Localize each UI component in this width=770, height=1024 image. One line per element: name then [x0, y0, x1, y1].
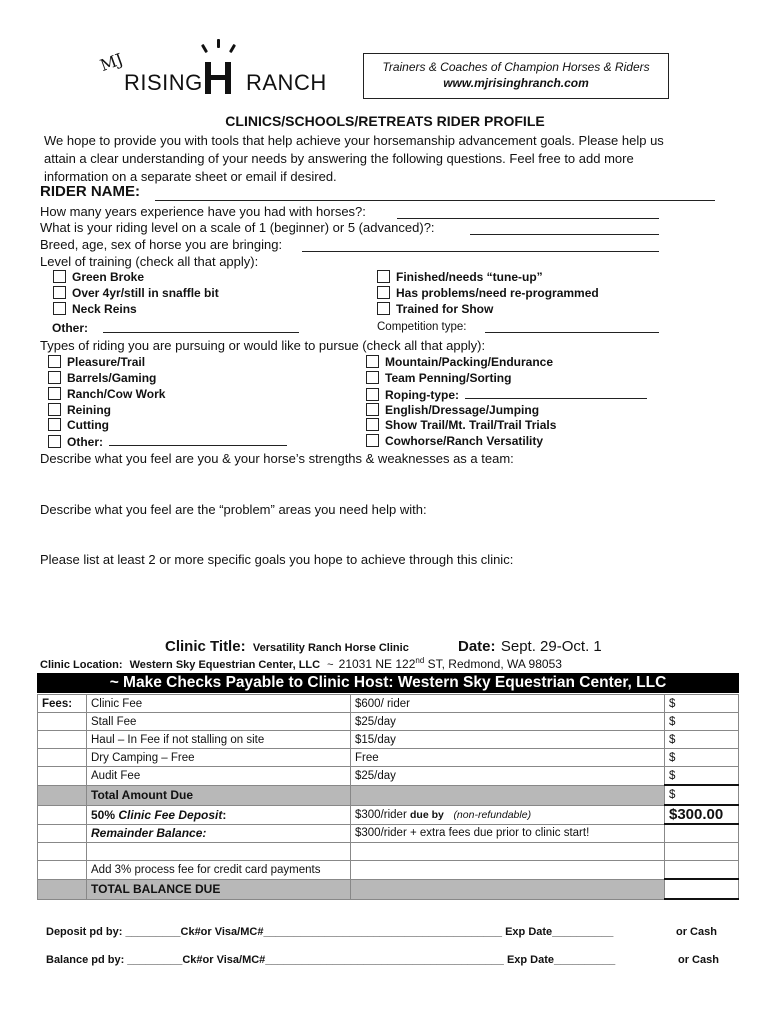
riding-types-question: Types of riding you are pursuing or would like to pursue (check all that apply):: [40, 338, 486, 353]
clinic-location-value: Western Sky Equestrian Center, LLC: [129, 659, 321, 671]
clinic-date-row: [458, 638, 602, 655]
logo-ray-icon: [217, 39, 220, 48]
table-row: [38, 713, 739, 731]
table-row: [38, 695, 739, 713]
fee-item: Stall Fee: [87, 713, 351, 731]
riding-option-barrels[interactable]: Barrels/Gaming: [48, 371, 156, 385]
training-other-field[interactable]: [103, 320, 299, 333]
remainder-label: Remainder Balance:: [87, 824, 351, 843]
fee-amount-field[interactable]: $: [665, 767, 739, 786]
riding-option-mountain[interactable]: Mountain/Packing/Endurance: [366, 355, 553, 369]
competition-field[interactable]: [485, 320, 659, 333]
deposit-price: $300/rider due by (non-refundable): [351, 805, 665, 824]
process-fee-row: [38, 861, 739, 880]
table-row: [38, 843, 739, 861]
checkbox[interactable]: [53, 270, 66, 283]
website-link[interactable]: www.mjrisinghranch.com: [443, 76, 589, 90]
clinic-address: 21031 NE 122nd ST, Redmond, WA 98053: [338, 656, 562, 671]
checkbox[interactable]: [366, 434, 379, 447]
checkbox[interactable]: [366, 388, 379, 401]
years-field[interactable]: [397, 204, 659, 219]
fee-amount-field[interactable]: $: [665, 731, 739, 749]
logo-ray-icon: [229, 44, 236, 53]
total-row: [38, 785, 739, 805]
training-option-finished[interactable]: Finished/needs “tune-up”: [377, 270, 543, 284]
balance-amount-field[interactable]: [665, 879, 739, 899]
checkbox[interactable]: [377, 302, 390, 315]
table-row: [38, 767, 739, 786]
deposit-amount: $300.00: [665, 805, 739, 824]
strengths-question: Describe what you feel are you & your horse’s strengths & weaknesses as a team:: [40, 451, 514, 466]
riding-option-cutting[interactable]: Cutting: [48, 418, 109, 432]
rider-name-label: RIDER NAME:: [40, 183, 140, 200]
horse-question: Breed, age, sex of horse you are bringing:: [40, 237, 283, 252]
remainder-amount-field[interactable]: [665, 824, 739, 843]
balance-paid-line[interactable]: Balance pd by: _________Ck#or Visa/MC#_______________________________________ Exp Date__________: [46, 954, 616, 966]
process-fee-field[interactable]: [665, 861, 739, 880]
riding-option-ranch[interactable]: Ranch/Cow Work: [48, 387, 165, 401]
payable-banner: ~ Make Checks Payable to Clinic Host: Western Sky Equestrian Center, LLC: [37, 673, 739, 693]
riding-option-other[interactable]: Other:: [48, 434, 287, 449]
logo-rising: RISING: [124, 70, 203, 95]
checkbox[interactable]: [366, 355, 379, 368]
checkbox[interactable]: [53, 286, 66, 299]
checkbox[interactable]: [48, 418, 61, 431]
training-question: Level of training (check all that apply):: [40, 254, 259, 269]
riding-option-cowhorse[interactable]: Cowhorse/Ranch Versatility: [366, 434, 543, 448]
level-field[interactable]: [470, 220, 659, 235]
fee-item: Dry Camping – Free: [87, 749, 351, 767]
intro-paragraph: [44, 132, 664, 186]
deposit-row: [38, 805, 739, 824]
checkbox[interactable]: [48, 371, 61, 384]
checkbox[interactable]: [48, 403, 61, 416]
rider-name-field[interactable]: [155, 186, 715, 201]
riding-option-pleasure[interactable]: Pleasure/Trail: [48, 355, 145, 369]
problems-question: Describe what you feel are the “problem” areas you need help with:: [40, 502, 427, 517]
clinic-date-label: Date:: [458, 638, 496, 655]
fee-item: Haul – In Fee if not stalling on site: [87, 731, 351, 749]
riding-option-english[interactable]: English/Dressage/Jumping: [366, 403, 539, 417]
balance-label: TOTAL BALANCE DUE: [87, 879, 351, 899]
checkbox[interactable]: [48, 387, 61, 400]
logo-ray-icon: [201, 44, 208, 53]
riding-other-field[interactable]: [109, 434, 287, 446]
checkbox[interactable]: [366, 418, 379, 431]
clinic-title-label: Clinic Title:: [165, 638, 246, 655]
level-question: What is your riding level on a scale of 1 (beginner) or 5 (advanced)?:: [40, 220, 435, 235]
years-question: How many years experience have you had with horses?:: [40, 204, 366, 219]
clinic-title-value: Versatility Ranch Horse Clinic: [252, 642, 409, 654]
balance-or-cash: or Cash: [678, 954, 719, 966]
fee-price: $600/ rider: [351, 695, 665, 713]
intro-line: attain a clear understanding of your needs by answering the following questions. Feel free to add more: [44, 151, 634, 166]
tagline: Trainers & Coaches of Champion Horses & Riders: [382, 60, 650, 74]
deposit-paid-line[interactable]: Deposit pd by: _________Ck#or Visa/MC#_______________________________________ Exp Date__________: [46, 926, 614, 938]
logo-ranch: RANCH: [246, 70, 327, 95]
training-option-neck-reins[interactable]: Neck Reins: [53, 302, 137, 316]
training-other-label: Other:: [52, 321, 88, 335]
riding-option-penning[interactable]: Team Penning/Sorting: [366, 371, 511, 385]
checkbox[interactable]: [377, 270, 390, 283]
checkbox[interactable]: [53, 302, 66, 315]
goals-question: Please list at least 2 or more specific goals you hope to achieve through this clinic:: [40, 552, 514, 567]
amount-field[interactable]: [665, 843, 739, 861]
page-title: CLINICS/SCHOOLS/RETREATS RIDER PROFILE: [225, 113, 545, 129]
clinic-title-row: [165, 638, 409, 655]
checkbox[interactable]: [48, 435, 61, 448]
deposit-or-cash: or Cash: [676, 926, 717, 938]
checkbox[interactable]: [366, 403, 379, 416]
clinic-date-value: Sept. 29-Oct. 1: [500, 638, 602, 655]
training-option-show[interactable]: Trained for Show: [377, 302, 493, 316]
training-option-green-broke[interactable]: Green Broke: [53, 270, 144, 284]
riding-option-roping[interactable]: Roping-type:: [366, 387, 647, 402]
fee-price: $15/day: [351, 731, 665, 749]
fee-price: $25/day: [351, 767, 665, 786]
table-row: [38, 731, 739, 749]
balance-row: [38, 879, 739, 899]
intro-line: We hope to provide you with tools that help achieve your horsemanship advancement goals. Please help us: [44, 133, 664, 148]
fee-amount-field[interactable]: $: [665, 713, 739, 731]
fee-item: Clinic Fee: [87, 695, 351, 713]
fee-price: Free: [351, 749, 665, 767]
fees-label: Fees:: [38, 695, 87, 713]
fees-table: [37, 694, 739, 900]
training-option-problems[interactable]: Has problems/need re-programmed: [377, 286, 599, 300]
checkbox[interactable]: [377, 286, 390, 299]
fee-amount-field[interactable]: $: [665, 749, 739, 767]
intro-line: information on a separate sheet or email if desired.: [44, 169, 337, 184]
total-amount-field[interactable]: $: [665, 785, 739, 805]
fee-amount-field[interactable]: $: [665, 695, 739, 713]
training-option-snaffle[interactable]: Over 4yr/still in snaffle bit: [53, 286, 219, 300]
riding-option-reining[interactable]: Reining: [48, 403, 111, 417]
roping-type-field[interactable]: [465, 387, 647, 399]
table-row: [38, 749, 739, 767]
fee-price: $25/day: [351, 713, 665, 731]
logo-h-icon: [205, 62, 231, 94]
tagline-box: [363, 53, 669, 99]
riding-option-show-trail[interactable]: Show Trail/Mt. Trail/Trail Trials: [366, 418, 556, 432]
checkbox[interactable]: [48, 355, 61, 368]
clinic-location-label: Clinic Location:: [40, 659, 123, 671]
fee-item: Audit Fee: [87, 767, 351, 786]
clinic-location-row: [40, 656, 562, 671]
logo-mj: MJ: [97, 49, 126, 75]
deposit-label: 50% Clinic Fee Deposit:: [87, 805, 351, 824]
remainder-row: [38, 824, 739, 843]
process-fee-label: Add 3% process fee for credit card payments: [87, 861, 351, 880]
competition-label: Competition type:: [377, 321, 467, 333]
checkbox[interactable]: [366, 371, 379, 384]
total-label: Total Amount Due: [87, 785, 351, 805]
remainder-price: $300/rider + extra fees due prior to clinic start!: [351, 824, 665, 843]
horse-field[interactable]: [302, 237, 659, 252]
address-separator: ~: [327, 659, 334, 671]
